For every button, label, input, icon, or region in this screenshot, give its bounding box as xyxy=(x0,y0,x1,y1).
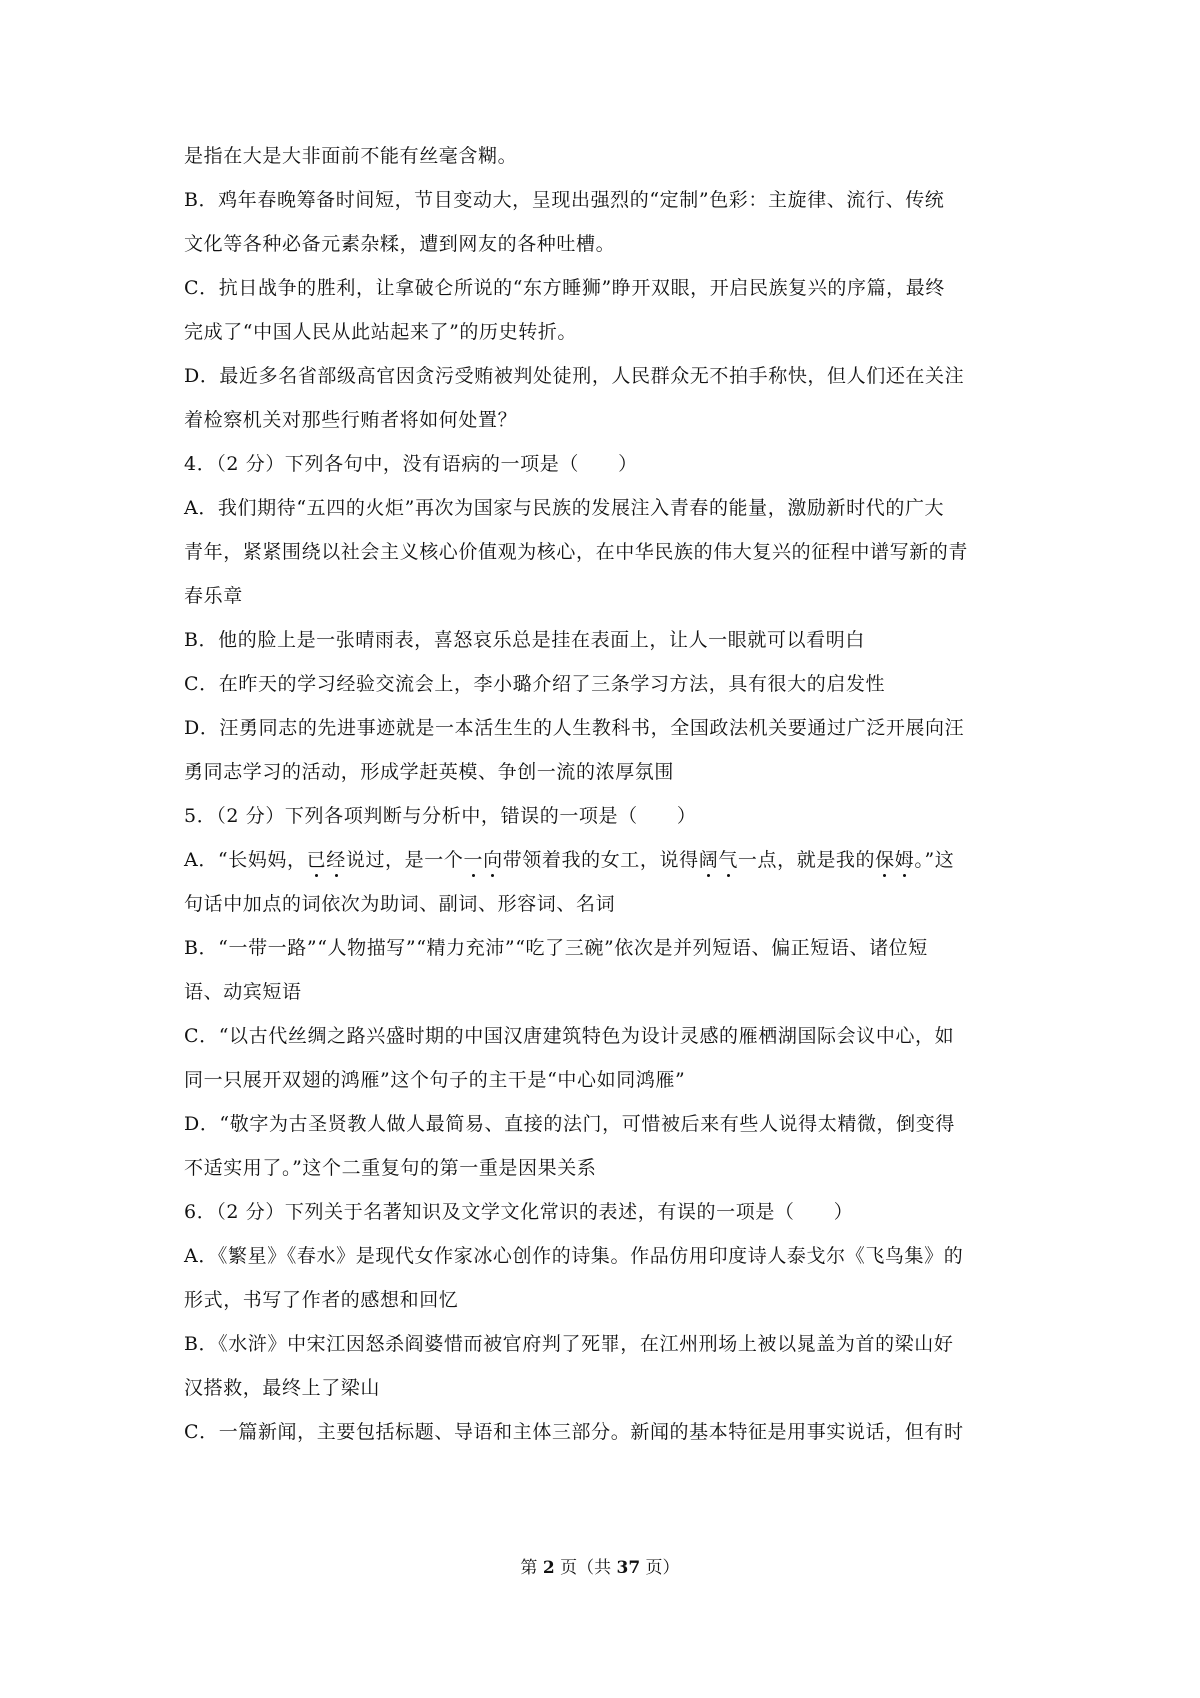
text-line: 形式，书写了作者的感想和回忆 xyxy=(184,1289,459,1311)
text-line: 句话中加点的词依次为助词、副词、形容词、名词 xyxy=(184,893,616,915)
text-line: D．最近多名省部级高官因贪污受贿被判处徒刑，人民群众无不拍手称快，但人们还在关注 xyxy=(184,365,965,387)
text-line: C．一篇新闻，主要包括标题、导语和主体三部分。新闻的基本特征是用事实说话，但有时 xyxy=(184,1421,964,1443)
emphasis-dot: 已 xyxy=(306,849,327,871)
text-line: 着检察机关对那些行贿者将如何处置？ xyxy=(184,409,518,431)
page-total: 37 xyxy=(616,1558,641,1578)
text-line: C．在昨天的学习经验交流会上，李小璐介绍了三条学习方法，具有很大的启发性 xyxy=(184,673,886,695)
emphasis-dot: 一 xyxy=(463,849,484,871)
text-line: 语、动宾短语 xyxy=(184,981,302,1003)
emphasis-dot: 阔 xyxy=(698,849,719,871)
text-line: B．“一带一路”“人物描写”“精力充沛”“吃了三碗”依次是并列短语、偏正短语、诸位短 xyxy=(184,937,928,959)
emphasis-dot: 姆 xyxy=(894,849,915,871)
text-line: A．我们期待“五四的火炬”再次为国家与民族的发展注入青春的能量，激励新时代的广大 xyxy=(184,497,945,519)
text-line: 春乐章 xyxy=(184,585,243,607)
text-line: D．汪勇同志的先进事迹就是一本活生生的人生教科书，全国政法机关要通过广泛开展向汪 xyxy=(184,717,965,739)
text-line: A．《繁星》《春水》是现代女作家冰心创作的诗集。作品仿用印度诗人泰戈尔《飞鸟集》的 xyxy=(184,1245,964,1267)
emphasis-dot: 保 xyxy=(875,849,895,871)
text-line: 不适实用了。”这个二重复句的第一重是因果关系 xyxy=(184,1157,597,1179)
text-line: C．抗日战争的胜利，让拿破仑所说的“东方睡狮”睁开双眼，开启民族复兴的序篇，最终 xyxy=(184,277,945,299)
text-line: D．“敬字为古圣贤教人做人最简易、直接的法门，可惜被后来有些人说得太精微，倒变得 xyxy=(184,1113,955,1135)
text-line: 同一只展开双翅的鸿雁”这个句子的主干是“中心如同鸿雁” xyxy=(184,1069,686,1091)
emphasis-dot: 气 xyxy=(718,849,738,871)
question-4-stem: 4．（2 分）下列各句中，没有语病的一项是（ ） xyxy=(184,453,638,475)
text-line: B．鸡年春晚筹备时间短，节目变动大，呈现出强烈的“定制”色彩：主旋律、流行、传统 xyxy=(184,189,945,211)
text-line: 完成了“中国人民从此站起来了”的历史转折。 xyxy=(184,321,578,343)
text-line-dotted: A．“长妈妈，已经说过，是一个一向带领着我的女工，说得阔气一点，就是我的保姆。”这 xyxy=(184,849,955,871)
text-line: 文化等各种必备元素杂糅，遭到网友的各种吐槽。 xyxy=(184,233,616,255)
footer-suffix: 页） xyxy=(640,1558,680,1578)
page-number: 2 xyxy=(542,1558,555,1578)
footer-middle: 页（共 xyxy=(554,1558,617,1578)
text-line: 汉搭救，最终上了梁山 xyxy=(184,1377,381,1399)
text-line: B．《水浒》中宋江因怒杀阎婆惜而被官府判了死罪，在江州刑场上被以晁盖为首的梁山好 xyxy=(184,1333,954,1355)
text-line: C．“以古代丝绸之路兴盛时期的中国汉唐建筑特色为设计灵感的雁栖湖国际会议中心，如 xyxy=(184,1025,955,1047)
emphasis-dot: 经 xyxy=(326,849,346,871)
text-line: 勇同志学习的活动，形成学赶英模、争创一流的浓厚氛围 xyxy=(184,761,675,783)
text-line: 是指在大是大非面前不能有丝毫含糊。 xyxy=(184,145,518,167)
footer-prefix: 第 xyxy=(520,1558,543,1578)
text-line: B．他的脸上是一张晴雨表，喜怒哀乐总是挂在表面上，让人一眼就可以看明白 xyxy=(184,629,865,651)
emphasis-dot: 向 xyxy=(483,849,503,871)
page-footer xyxy=(0,1557,1200,1579)
question-6-stem: 6．（2 分）下列关于名著知识及文学文化常识的表述，有误的一项是（ ） xyxy=(184,1201,854,1223)
question-5-stem: 5．（2 分）下列各项判断与分析中，错误的一项是（ ） xyxy=(184,805,697,827)
text-line: 青年，紧紧围绕以社会主义核心价值观为核心，在中华民族的伟大复兴的征程中谱写新的青 xyxy=(184,541,969,563)
